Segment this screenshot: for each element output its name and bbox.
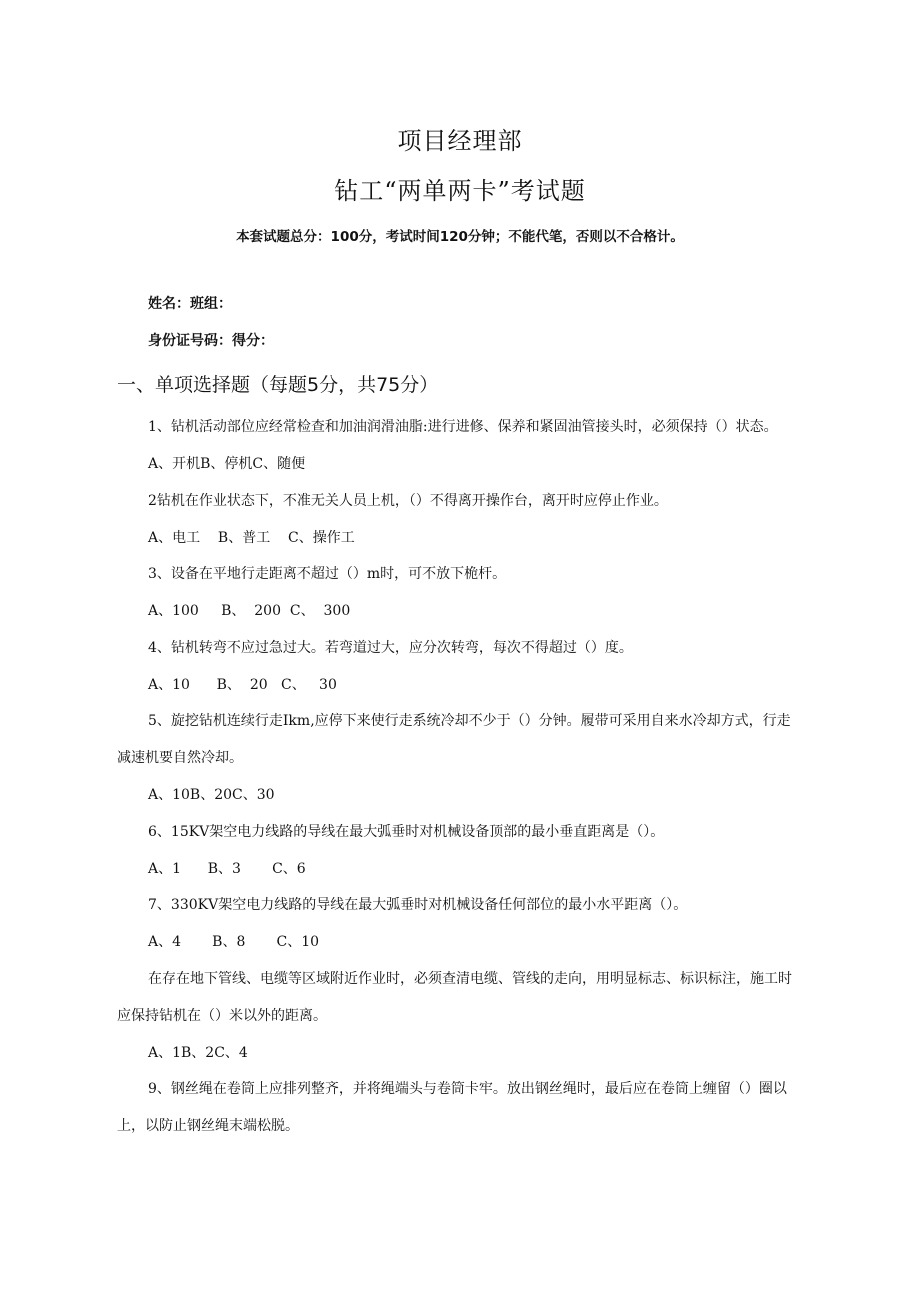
question-1: 1、钻机活动部位应经常检查和加油润滑油脂:进行进修、保养和紧固油管接头时，必须保持（）状态。 bbox=[148, 419, 778, 435]
question-7-options: A、4 B、8 C、10 bbox=[148, 934, 320, 950]
exam-notice: 本套试题总分：100分，考试时间120分钟；不能代笔，否则以不合格计。 bbox=[236, 229, 684, 245]
question-3-options: A、100 B、 200 C、 300 bbox=[148, 603, 351, 619]
question-8-options: A、1B、2C、4 bbox=[148, 1044, 248, 1061]
question-8: 在存在地下管线、电缆等区域附近作业时，必须查清电缆、管线的走向，用明显标志、标识标注，施工时应保持钻机在（）米以外的距离。 bbox=[117, 970, 792, 1024]
question-4: 4、钻机转弯不应过急过大。若弯道过大，应分次转弯，每次不得超过（）度。 bbox=[148, 639, 633, 656]
question-5: 5、旋挖钻机连续行走Ikm,应停下来使行走系统冷却不少于（）分钟。履带可采用自来水冷却方式，行走减速机要自然冷却。 bbox=[117, 713, 791, 766]
question-1-options: A、开机B、停机C、随便 bbox=[148, 456, 306, 472]
question-6-options: A、1 B、3 C、6 bbox=[148, 860, 306, 877]
question-list bbox=[117, 409, 797, 1145]
section-title: 一、单项选择题（每题5分，共75分） bbox=[117, 374, 439, 396]
department-title: 项目经理部 bbox=[397, 127, 523, 155]
id-score-field: 身份证号码：得分： bbox=[148, 333, 274, 349]
name-team-field: 姓名：班组： bbox=[148, 296, 232, 312]
question-5-options: A、10B、20C、30 bbox=[148, 787, 275, 803]
question-2-options: A、电工 B、普工 C、操作工 bbox=[148, 529, 355, 546]
question-7: 7、330KV架空电力线路的导线在最大弧垂时对机械设备任何部位的最小水平距离（）。 bbox=[148, 897, 688, 913]
question-9: 9、钢丝绳在卷筒上应排列整齐，并将绳端头与卷筒卡牢。放出钢丝绳时，最后应在卷筒上缠留（）圈以上，以防止钢丝绳末端松脱。 bbox=[117, 1081, 787, 1134]
question-3: 3、设备在平地行走距离不超过（）m时，可不放下桅杆。 bbox=[148, 566, 507, 582]
question-6: 6、15KV架空电力线路的导线在最大弧垂时对机械设备顶部的最小垂直距离是（）。 bbox=[148, 823, 665, 840]
question-2: 2钻机在作业状态下，不准无关人员上机，（）不得离开操作台，离开时应停止作业。 bbox=[148, 492, 668, 509]
exam-title: 钻工“两单两卡”考试题 bbox=[334, 177, 586, 205]
question-4-options: A、10 B、 20 C、 30 bbox=[148, 676, 337, 693]
